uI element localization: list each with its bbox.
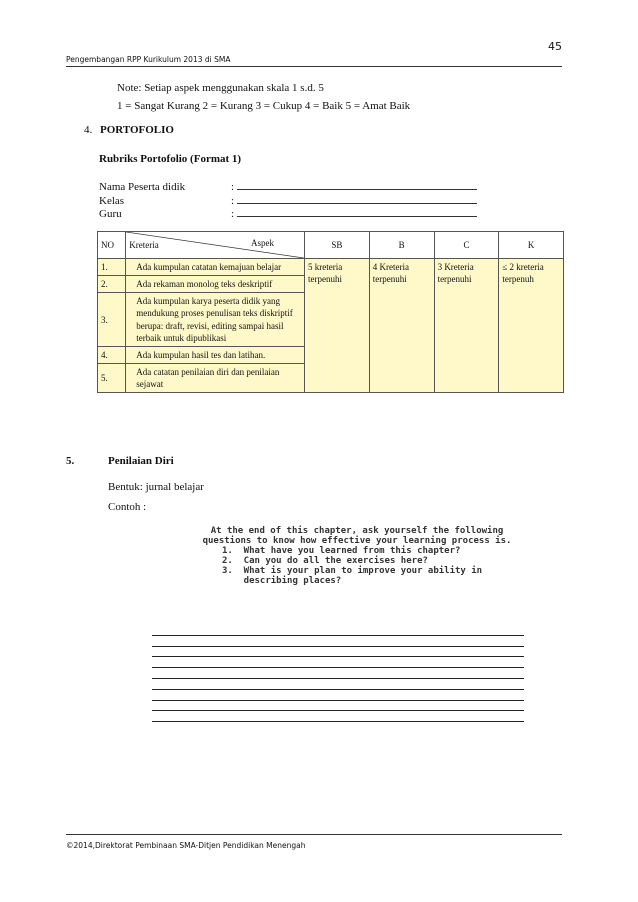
quiz-heading-line-1: At the end of this chapter, ask yourself the following <box>210 526 504 536</box>
criteria-sb: 5 kreteria terpenuhi <box>304 259 369 393</box>
row-criterion: Ada kumpulan karya peserta didik yang mendukung proses penulisan teks diskriptif berupa: draft, revisi, editing sampai hasil terbaik untuk dipublikasi <box>126 293 305 347</box>
field-student-name: Nama Peserta didik : <box>99 180 477 193</box>
criteria-k: ≤ 2 kreteria terpenuh <box>499 259 564 393</box>
footer-divider <box>66 834 562 835</box>
field-label: Kelas <box>99 195 125 207</box>
field-label: Guru <box>99 208 122 220</box>
quiz-question: 1. What have you learned from this chapter? <box>222 546 461 556</box>
header-aspek: Aspek <box>250 238 274 248</box>
fill-in-line[interactable] <box>237 207 477 217</box>
row-number: 2. <box>98 276 126 293</box>
row-number: 5. <box>98 363 126 392</box>
header-k: K <box>499 232 564 259</box>
row-number: 3. <box>98 293 126 347</box>
row-number: 4. <box>98 346 126 363</box>
writing-line[interactable] <box>152 679 524 690</box>
header-title: Pengembangan RPP Kurikulum 2013 di SMA <box>66 55 231 64</box>
section-4-number: 4. <box>84 124 93 136</box>
note-line-1: Note: Setiap aspek menggunakan skala 1 s.d. 5 <box>117 82 324 94</box>
fill-in-line[interactable] <box>237 194 477 204</box>
header-divider <box>66 66 562 67</box>
row-criterion: Ada kumpulan catatan kemajuan belajar <box>126 259 305 276</box>
row-number: 1. <box>98 259 126 276</box>
contoh-text: Contoh : <box>108 501 147 513</box>
field-label: Nama Peserta didik <box>99 181 186 193</box>
row-criterion: Ada rekaman monolog teks deskriptif <box>126 276 305 293</box>
header-no: NO <box>98 232 126 259</box>
fill-in-line[interactable] <box>237 180 477 190</box>
section-5-heading <box>66 455 174 467</box>
criteria-c: 3 Kreteria terpenuhi <box>434 259 499 393</box>
writing-line[interactable] <box>152 625 524 636</box>
header-b: B <box>369 232 434 259</box>
section-5-number: 5. <box>66 455 75 467</box>
field-teacher: Guru : <box>99 207 477 220</box>
writing-line[interactable] <box>152 690 524 701</box>
header-c: C <box>434 232 499 259</box>
writing-line[interactable] <box>152 657 524 668</box>
writing-line[interactable] <box>152 636 524 647</box>
row-criterion: Ada catatan penilaian diri dan penilaian sejawat <box>126 363 305 392</box>
section-4-title: PORTOFOLIO <box>100 124 174 136</box>
criteria-b: 4 Kreteria terpenuhi <box>369 259 434 393</box>
page-number: 45 <box>548 40 562 53</box>
diagonal-divider <box>126 232 304 258</box>
section-5-title: Penilaian Diri <box>108 455 174 467</box>
rubric-subtitle: Rubriks Portofolio (Format 1) <box>99 153 242 165</box>
table-header-row <box>98 232 564 259</box>
table-row <box>98 259 564 276</box>
bentuk-text: Bentuk: jurnal belajar <box>108 481 204 493</box>
row-criterion: Ada kumpulan hasil tes dan latihan. <box>126 346 305 363</box>
quiz-question: 2. Can you do all the exercises here? <box>222 556 428 566</box>
writing-line[interactable] <box>152 668 524 679</box>
writing-line[interactable] <box>152 701 524 712</box>
quiz-heading-line-2: questions to know how effective your learning process is. <box>202 536 512 546</box>
reflection-questions-image <box>182 526 532 586</box>
journal-writing-lines <box>152 625 524 722</box>
quiz-question: 3. What is your plan to improve your ability in <box>222 566 483 576</box>
writing-line[interactable] <box>152 647 524 658</box>
header-sb: SB <box>304 232 369 259</box>
writing-line[interactable] <box>152 711 524 722</box>
field-class: Kelas : <box>99 194 477 207</box>
note-line-2: 1 = Sangat Kurang 2 = Kurang 3 = Cukup 4 = Baik 5 = Amat Baik <box>117 100 411 112</box>
footer-text: ©2014,Direktorat Pembinaan SMA-Ditjen Pendidikan Menengah <box>66 841 306 850</box>
section-4-heading <box>84 124 174 136</box>
quiz-question: describing places? <box>222 576 342 586</box>
header-kreteria-aspek <box>126 232 305 259</box>
portfolio-rubric-table <box>97 231 564 393</box>
header-kreteria: Kreteria <box>129 240 159 250</box>
